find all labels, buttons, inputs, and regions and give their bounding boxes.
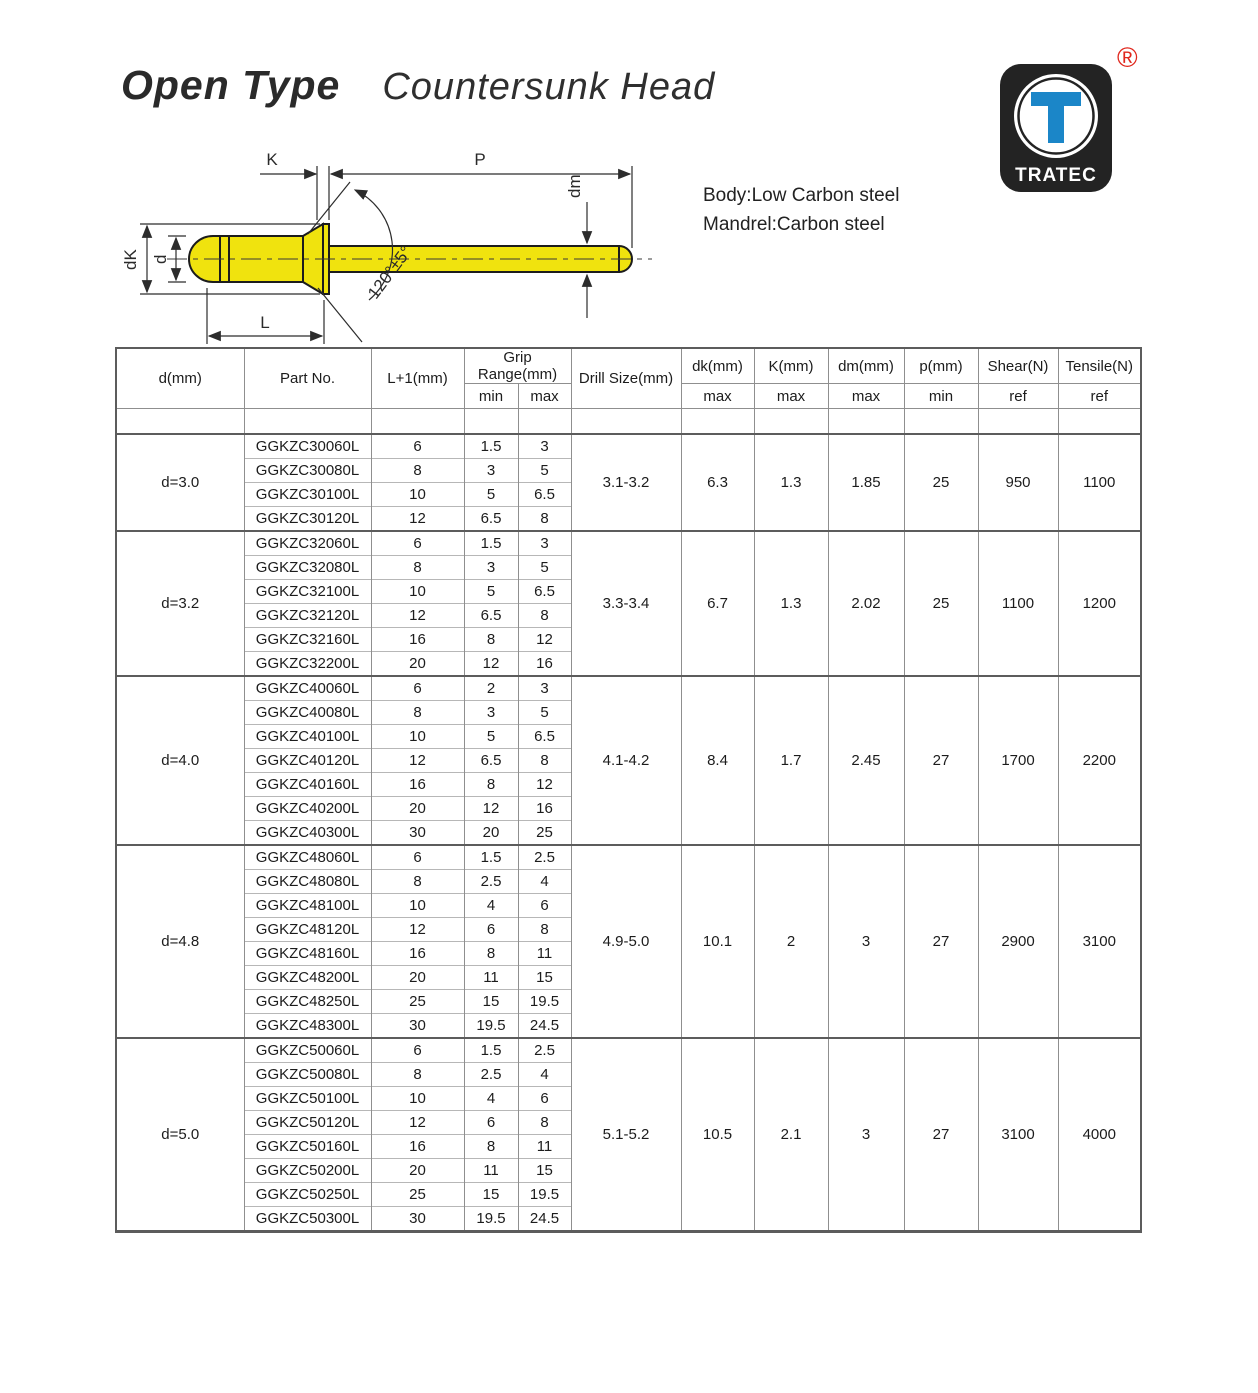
materials-note <box>703 181 899 239</box>
logo-brand-text: TRATEC <box>1015 165 1097 186</box>
cell-grip-max: 24.5 <box>518 1207 571 1232</box>
d-label: d <box>151 254 170 264</box>
cell-grip-max: 8 <box>518 604 571 628</box>
cell-k-max: 1.3 <box>754 531 828 676</box>
cell-part-no: GGKZC30060L <box>244 434 371 459</box>
cell-grip-max: 3 <box>518 676 571 701</box>
table-body <box>116 409 1141 1232</box>
cell-length: 8 <box>371 556 464 580</box>
cell-length: 16 <box>371 1135 464 1159</box>
cell-length: 20 <box>371 966 464 990</box>
cell-shear-ref: 3100 <box>978 1038 1058 1232</box>
cell-part-no: GGKZC40080L <box>244 701 371 725</box>
cell-grip-min: 20 <box>464 821 518 846</box>
cell-grip-min: 1.5 <box>464 531 518 556</box>
cell-length: 20 <box>371 1159 464 1183</box>
cell-grip-max: 12 <box>518 773 571 797</box>
cell-dk-max: 6.7 <box>681 531 754 676</box>
header-part-no: Part No. <box>244 348 371 409</box>
cell-grip-min: 8 <box>464 942 518 966</box>
cell-length: 12 <box>371 604 464 628</box>
cell-grip-min: 15 <box>464 1183 518 1207</box>
cell-diameter-group: d=3.2 <box>116 531 244 676</box>
cell-part-no: GGKZC32100L <box>244 580 371 604</box>
cell-grip-min: 11 <box>464 1159 518 1183</box>
spacer-cell <box>518 409 571 435</box>
angle-line-bottom <box>318 288 362 342</box>
header-grip-max: max <box>518 384 571 409</box>
cell-part-no: GGKZC40300L <box>244 821 371 846</box>
cell-grip-max: 25 <box>518 821 571 846</box>
spacer-cell <box>116 409 244 435</box>
header-k: K(mm) <box>754 348 828 384</box>
cell-dk-max: 6.3 <box>681 434 754 531</box>
cell-grip-max: 15 <box>518 966 571 990</box>
cell-k-max: 1.7 <box>754 676 828 845</box>
cell-part-no: GGKZC48160L <box>244 942 371 966</box>
cell-part-no: GGKZC48120L <box>244 918 371 942</box>
cell-grip-min: 5 <box>464 725 518 749</box>
cell-length: 12 <box>371 507 464 532</box>
cell-length: 10 <box>371 894 464 918</box>
cell-grip-max: 24.5 <box>518 1014 571 1039</box>
cell-length: 25 <box>371 1183 464 1207</box>
cell-grip-max: 12 <box>518 628 571 652</box>
cell-part-no: GGKZC32160L <box>244 628 371 652</box>
cell-grip-max: 4 <box>518 1063 571 1087</box>
cell-grip-max: 8 <box>518 749 571 773</box>
cell-length: 12 <box>371 918 464 942</box>
cell-grip-max: 6.5 <box>518 725 571 749</box>
cell-grip-max: 11 <box>518 1135 571 1159</box>
cell-grip-min: 2 <box>464 676 518 701</box>
header-k-sub: max <box>754 384 828 409</box>
cell-grip-min: 19.5 <box>464 1014 518 1039</box>
cell-part-no: GGKZC48250L <box>244 990 371 1014</box>
cell-grip-max: 8 <box>518 1111 571 1135</box>
dk-label: dK <box>121 249 140 270</box>
cell-grip-max: 15 <box>518 1159 571 1183</box>
cell-part-no: GGKZC48300L <box>244 1014 371 1039</box>
spacer-row <box>116 409 1141 435</box>
cell-grip-min: 3 <box>464 556 518 580</box>
table-row <box>116 845 1141 870</box>
cell-part-no: GGKZC30100L <box>244 483 371 507</box>
cell-length: 8 <box>371 459 464 483</box>
cell-grip-min: 6 <box>464 918 518 942</box>
cell-shear-ref: 2900 <box>978 845 1058 1038</box>
cell-grip-max: 4 <box>518 870 571 894</box>
cell-grip-min: 12 <box>464 797 518 821</box>
cell-length: 20 <box>371 797 464 821</box>
cell-part-no: GGKZC30120L <box>244 507 371 532</box>
cell-grip-max: 6 <box>518 894 571 918</box>
cell-grip-min: 5 <box>464 580 518 604</box>
cell-part-no: GGKZC50100L <box>244 1087 371 1111</box>
cell-part-no: GGKZC50060L <box>244 1038 371 1063</box>
spacer-cell <box>978 409 1058 435</box>
cell-shear-ref: 1100 <box>978 531 1058 676</box>
cell-drill-size: 4.1-4.2 <box>571 676 681 845</box>
header-dm-sub: max <box>828 384 904 409</box>
header-dk-sub: max <box>681 384 754 409</box>
cell-p-min: 27 <box>904 676 978 845</box>
cell-grip-min: 2.5 <box>464 1063 518 1087</box>
dm-label: dm <box>565 174 584 198</box>
cell-tensile-ref: 1200 <box>1058 531 1141 676</box>
cell-length: 25 <box>371 990 464 1014</box>
cell-part-no: GGKZC48080L <box>244 870 371 894</box>
cell-grip-min: 6.5 <box>464 749 518 773</box>
spacer-cell <box>681 409 754 435</box>
cell-grip-max: 5 <box>518 459 571 483</box>
cell-grip-min: 11 <box>464 966 518 990</box>
angle-label: 120°±5° <box>364 242 416 303</box>
header-length: L+1(mm) <box>371 348 464 409</box>
table-row <box>116 1038 1141 1063</box>
cell-part-no: GGKZC50200L <box>244 1159 371 1183</box>
cell-grip-min: 6 <box>464 1111 518 1135</box>
cell-dm-max: 3 <box>828 1038 904 1232</box>
spacer-cell <box>828 409 904 435</box>
cell-dk-max: 10.1 <box>681 845 754 1038</box>
k-label: K <box>266 150 278 169</box>
cell-grip-min: 1.5 <box>464 434 518 459</box>
header-shear-sub: ref <box>978 384 1058 409</box>
cell-grip-max: 6 <box>518 1087 571 1111</box>
cell-p-min: 27 <box>904 1038 978 1232</box>
cell-length: 6 <box>371 434 464 459</box>
header-dm: dm(mm) <box>828 348 904 384</box>
header-p: p(mm) <box>904 348 978 384</box>
cell-length: 16 <box>371 628 464 652</box>
cell-grip-max: 5 <box>518 701 571 725</box>
table-row <box>116 531 1141 556</box>
header-drill-size: Drill Size(mm) <box>571 348 681 409</box>
header-dk: dk(mm) <box>681 348 754 384</box>
cell-length: 8 <box>371 701 464 725</box>
cell-grip-max: 3 <box>518 434 571 459</box>
cell-grip-max: 3 <box>518 531 571 556</box>
cell-k-max: 2.1 <box>754 1038 828 1232</box>
cell-dm-max: 2.45 <box>828 676 904 845</box>
cell-grip-max: 8 <box>518 918 571 942</box>
cell-grip-min: 4 <box>464 894 518 918</box>
cell-part-no: GGKZC48200L <box>244 966 371 990</box>
cell-part-no: GGKZC32200L <box>244 652 371 677</box>
tratec-logo <box>1000 64 1112 192</box>
cell-length: 16 <box>371 773 464 797</box>
l-label: L <box>260 313 270 332</box>
cell-part-no: GGKZC32080L <box>244 556 371 580</box>
cell-drill-size: 3.1-3.2 <box>571 434 681 531</box>
cell-dk-max: 8.4 <box>681 676 754 845</box>
spacer-cell <box>904 409 978 435</box>
spacer-cell <box>571 409 681 435</box>
cell-part-no: GGKZC50300L <box>244 1207 371 1232</box>
cell-dm-max: 2.02 <box>828 531 904 676</box>
cell-grip-max: 2.5 <box>518 1038 571 1063</box>
tratec-logo-graphic <box>1000 64 1112 192</box>
spacer-cell <box>1058 409 1141 435</box>
cell-dk-max: 10.5 <box>681 1038 754 1232</box>
cell-grip-max: 16 <box>518 652 571 677</box>
cell-grip-min: 15 <box>464 990 518 1014</box>
cell-grip-min: 8 <box>464 773 518 797</box>
cell-k-max: 2 <box>754 845 828 1038</box>
cell-dm-max: 3 <box>828 845 904 1038</box>
cell-grip-min: 3 <box>464 459 518 483</box>
cell-grip-max: 19.5 <box>518 990 571 1014</box>
cell-drill-size: 4.9-5.0 <box>571 845 681 1038</box>
cell-tensile-ref: 3100 <box>1058 845 1141 1038</box>
header-p-sub: min <box>904 384 978 409</box>
cell-diameter-group: d=4.0 <box>116 676 244 845</box>
cell-part-no: GGKZC32120L <box>244 604 371 628</box>
cell-tensile-ref: 1100 <box>1058 434 1141 531</box>
cell-length: 10 <box>371 483 464 507</box>
header-d: d(mm) <box>116 348 244 409</box>
cell-length: 20 <box>371 652 464 677</box>
material-body-line: Body:Low Carbon steel <box>703 185 900 206</box>
cell-grip-max: 11 <box>518 942 571 966</box>
cell-part-no: GGKZC40100L <box>244 725 371 749</box>
p-label: P <box>474 150 486 169</box>
cell-diameter-group: d=4.8 <box>116 845 244 1038</box>
cell-length: 6 <box>371 676 464 701</box>
cell-length: 12 <box>371 749 464 773</box>
cell-diameter-group: d=3.0 <box>116 434 244 531</box>
spacer-cell <box>754 409 828 435</box>
cell-part-no: GGKZC40120L <box>244 749 371 773</box>
cell-length: 30 <box>371 821 464 846</box>
table-row <box>116 434 1141 459</box>
cell-grip-min: 8 <box>464 1135 518 1159</box>
cell-grip-min: 5 <box>464 483 518 507</box>
registered-trademark-icon: ® <box>1117 42 1138 73</box>
header-shear: Shear(N) <box>978 348 1058 384</box>
cell-length: 8 <box>371 870 464 894</box>
header-grip-range: Grip Range(mm) <box>464 348 571 384</box>
cell-part-no: GGKZC48100L <box>244 894 371 918</box>
cell-p-min: 25 <box>904 531 978 676</box>
cell-part-no: GGKZC50120L <box>244 1111 371 1135</box>
cell-part-no: GGKZC48060L <box>244 845 371 870</box>
header-grip-min: min <box>464 384 518 409</box>
cell-part-no: GGKZC40060L <box>244 676 371 701</box>
cell-p-min: 25 <box>904 434 978 531</box>
cell-shear-ref: 1700 <box>978 676 1058 845</box>
cell-grip-max: 19.5 <box>518 1183 571 1207</box>
cell-length: 10 <box>371 1087 464 1111</box>
cell-length: 6 <box>371 531 464 556</box>
table-header <box>116 348 1141 409</box>
cell-drill-size: 5.1-5.2 <box>571 1038 681 1232</box>
material-mandrel-line: Mandrel:Carbon steel <box>703 214 885 235</box>
cell-diameter-group: d=5.0 <box>116 1038 244 1232</box>
header-tensile: Tensile(N) <box>1058 348 1141 384</box>
cell-k-max: 1.3 <box>754 434 828 531</box>
table-row <box>116 676 1141 701</box>
cell-grip-max: 8 <box>518 507 571 532</box>
cell-grip-min: 1.5 <box>464 1038 518 1063</box>
spacer-cell <box>464 409 518 435</box>
cell-drill-size: 3.3-3.4 <box>571 531 681 676</box>
cell-p-min: 27 <box>904 845 978 1038</box>
cell-part-no: GGKZC40160L <box>244 773 371 797</box>
cell-grip-min: 3 <box>464 701 518 725</box>
cell-grip-max: 16 <box>518 797 571 821</box>
cell-length: 8 <box>371 1063 464 1087</box>
cell-grip-max: 5 <box>518 556 571 580</box>
cell-grip-min: 2.5 <box>464 870 518 894</box>
cell-length: 6 <box>371 845 464 870</box>
page-title <box>121 62 715 109</box>
cell-part-no: GGKZC50080L <box>244 1063 371 1087</box>
cell-grip-min: 6.5 <box>464 507 518 532</box>
spec-table <box>115 347 1142 1233</box>
cell-grip-min: 19.5 <box>464 1207 518 1232</box>
cell-length: 30 <box>371 1014 464 1039</box>
cell-length: 10 <box>371 725 464 749</box>
cell-length: 12 <box>371 1111 464 1135</box>
cell-grip-max: 6.5 <box>518 483 571 507</box>
cell-part-no: GGKZC40200L <box>244 797 371 821</box>
cell-grip-min: 1.5 <box>464 845 518 870</box>
header-tensile-sub: ref <box>1058 384 1141 409</box>
page-title-secondary: Countersunk Head <box>382 66 716 108</box>
cell-dm-max: 1.85 <box>828 434 904 531</box>
spacer-cell <box>244 409 371 435</box>
page-title-primary: Open Type <box>121 62 341 108</box>
cell-tensile-ref: 4000 <box>1058 1038 1141 1232</box>
cell-grip-min: 4 <box>464 1087 518 1111</box>
cell-part-no: GGKZC50250L <box>244 1183 371 1207</box>
cell-length: 10 <box>371 580 464 604</box>
spacer-cell <box>371 409 464 435</box>
cell-grip-max: 2.5 <box>518 845 571 870</box>
cell-shear-ref: 950 <box>978 434 1058 531</box>
cell-grip-min: 8 <box>464 628 518 652</box>
rivet-diagram <box>112 148 692 360</box>
cell-length: 6 <box>371 1038 464 1063</box>
cell-part-no: GGKZC50160L <box>244 1135 371 1159</box>
cell-length: 30 <box>371 1207 464 1232</box>
cell-length: 16 <box>371 942 464 966</box>
cell-tensile-ref: 2200 <box>1058 676 1141 845</box>
cell-part-no: GGKZC30080L <box>244 459 371 483</box>
cell-grip-min: 6.5 <box>464 604 518 628</box>
cell-grip-max: 6.5 <box>518 580 571 604</box>
cell-part-no: GGKZC32060L <box>244 531 371 556</box>
cell-grip-min: 12 <box>464 652 518 677</box>
